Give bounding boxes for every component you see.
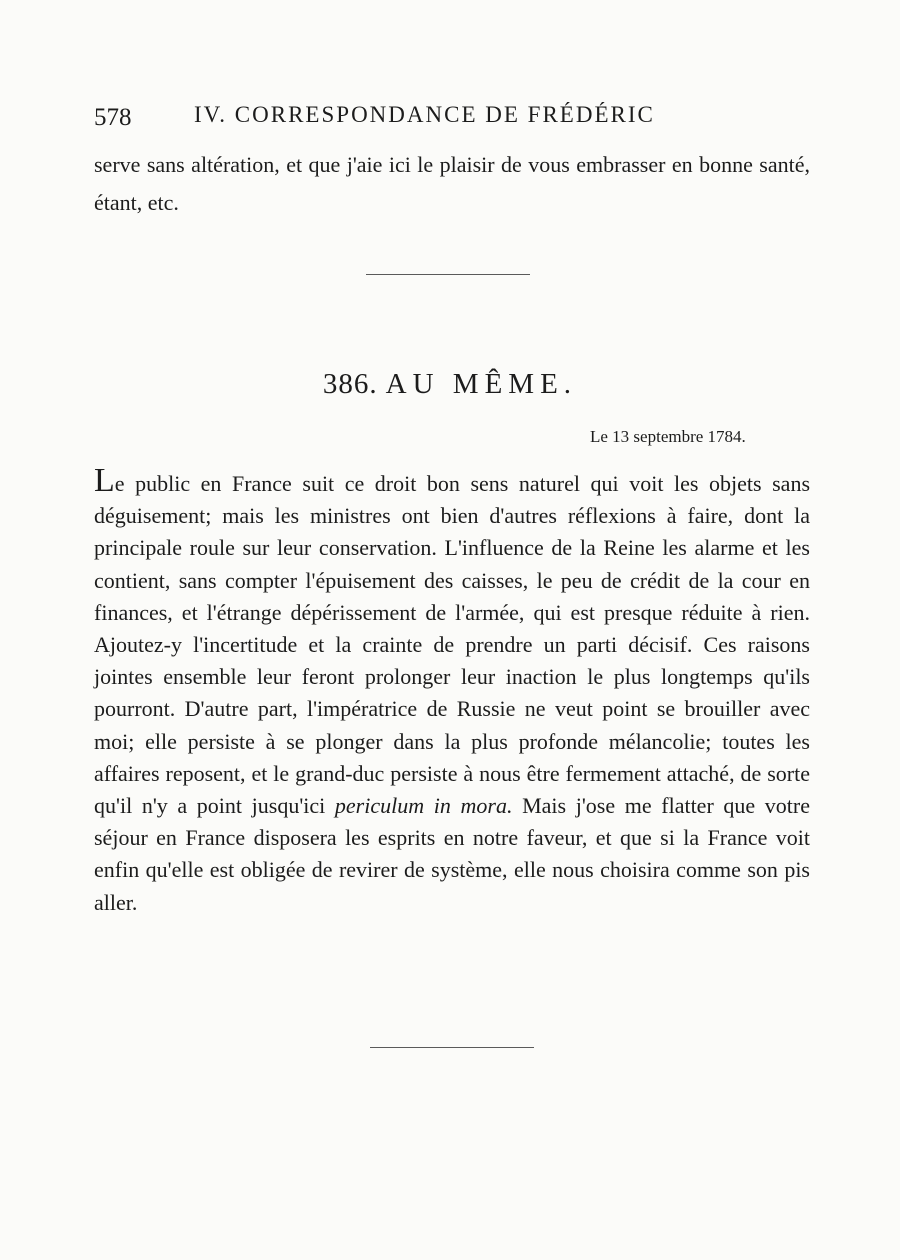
running-head	[94, 102, 734, 136]
drop-initial: L	[94, 462, 115, 499]
letter-dateline: Le 13 septembre 1784.	[590, 427, 746, 446]
letter-addressee: AU MÊME.	[385, 368, 578, 400]
section-divider-top	[366, 274, 530, 275]
letter-heading	[0, 368, 900, 401]
page-number: 578	[94, 104, 132, 131]
body-text-italic: periculum in mora.	[334, 793, 513, 819]
carry-over-text: serve sans altération, et que j'aie ici le plaisir de vous embrasser en bonne santé, étant, etc.	[94, 152, 810, 215]
body-text-end: Mais j'ose me flatter que votre séjour en France disposera les esprits en notre faveur, et que si la France voit enfin qu'elle est obligée de revirer de système, elle nous choisira comme son pis aller.	[94, 793, 810, 915]
running-title: IV. CORRESPONDANCE DE FRÉDÉRIC	[194, 102, 655, 127]
letter-number: 386.	[322, 368, 378, 400]
letter-body	[94, 462, 810, 919]
body-text-start: e public en France suit ce droit bon sens naturel qui voit les objets sans déguisement; mais les ministres ont bien d'autres réflexions à faire, dont la principale roule sur leur conservation. L'influence de la Reine les alarme et les contient, sans compter l'épuisement des caisses, le peu de crédit de la cour en finances, et l'étrange dépérissement de l'armée, qui est presque réduite à rien. Ajoutez-y l'incertitude et la crainte de prendre un parti décisif. Ces raisons jointes ensemble leur feront prolonger leur inaction le plus longtemps qu'ils pourront. D'autre part, l'impératrice de Russie ne veut point se brouiller avec moi; elle persiste à se plonger dans la plus profonde mélancolie; toutes les affaires reposent, et le grand-duc persiste à nous être fermement attaché, de sorte qu'il n'y a point jusqu'ici	[94, 471, 810, 819]
letter-paragraph	[94, 462, 810, 919]
section-divider-bottom	[370, 1047, 534, 1048]
carry-over-paragraph	[94, 146, 810, 222]
